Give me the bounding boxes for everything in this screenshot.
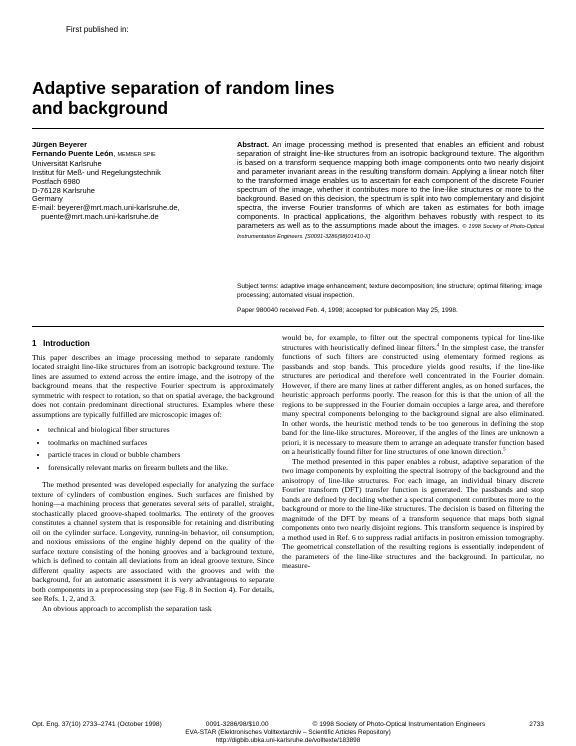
- author-name: Fernando Puente León, MEMBER SPIE: [32, 148, 156, 158]
- repository-url[interactable]: http://digbib.ubka.uni-karlsruhe.de/volltexte/183898: [215, 737, 361, 744]
- author-block: [32, 141, 232, 222]
- list-item: • particle traces in cloud or bubble chambers: [48, 450, 274, 460]
- subject-terms: Subject terms: adaptive image enhancement; texture decomposition; line structure; optimal filtering; image processing; automated visual inspection.: [237, 283, 543, 299]
- author-name: Jürgen Beyerer: [32, 140, 88, 149]
- title-line-2: and background: [32, 98, 169, 118]
- reference-marker: 4: [436, 342, 440, 348]
- affiliation-line: Universität Karlsruhe: [32, 158, 102, 168]
- email-line[interactable]: puente@mrt.mach.uni-karlsruhe.de: [41, 212, 159, 222]
- paragraph: The method presented was developed especially for analyzing the surface texture of cylinders of combustion engines. Such surfaces are finished by honing—a machining process that generates several sets of parallel, straight, stochastically placed groove-shaped toolmarks. The entirety of the grooves constitutes a channel system that is responsible for retaining and distributing oil on the cylinder surface. Longevity, running-in behavior, oil consumption, and noxious emissions of the engine highly depend on the quality of the surface texture consisting of the honing grooves and a background texture, which is defined to contain all deviations from an ideal groove texture. Since different quality aspects are associated with the grooves and with the background, for an automatic assessment it is very advantageous to separate both components in a preprocessing step (see Fig. 8 in Section 4). For details, see Refs. 1, 2, and 3.: [32, 480, 274, 603]
- section-heading: 1 Introduction: [32, 339, 90, 348]
- paragraph: An obvious approach to accomplish the separation task: [42, 603, 212, 613]
- received-note: Paper 980040 received Feb. 4, 1998; accepted for publication May 25, 1998.: [237, 307, 458, 314]
- list-item: • technical and biological fiber structures: [48, 425, 274, 435]
- paragraph: This paper describes an image processing method to separate randomly located straight line-like structures from an isotropic background texture. The lines are assumed to extend across the entire image, and the isotropy of the background means that the respective Fourier spectrum is approximately symmetric with respect to rotation, so that on spatial average, the background does not contain predominant directional structures. Examples where these assumptions are typically fulfilled are microscopic images of:: [32, 352, 274, 419]
- abstract-text: An image processing method is presented that enables an efficient and robust separation of straight line-like structures from an isotropic background texture. The algorithm is based on a transform sequence mapping both image components onto two nearly disjoint and parameter invariant areas in the resulting transform domain. Applying a linear notch filter to the transformed image enables us to ascertain for each component of the discrete Fourier spectrum of the image, whether it contributes more to the line-like structures or more to the background. Based on this decision, the spectrum is split into two complementary and disjoint spectra, the inverse Fourier transforms of which are taken as estimates for both image components. In practical applications, the algorithm behaves robustly with respect to its parameters as well as to the assumptions made about the images.: [237, 140, 544, 230]
- abstract: [237, 141, 544, 241]
- paragraph: The method presented in this paper enables a robust, adaptive separation of the two image components by exploiting the spectral isotropy of the background and the anisotropy of line-like structures. For each image, an individual binary discrete Fourier transform (DFT) transfer function is generated. The passbands and stop bands are defined by deciding whether a spectral component contributes more to the background or more to the line-like structures. The decision is based on filtering the magnitude of the DFT by means of a transform sequence that maps both signal components onto two nearly disjoint regions. This transform sequence is inspired by a method used in Ref. 6 to suppress radial artifacts in positron emission tomography. The geometrical constellation of the resulting regions is essentially independent of the parameters of the line-like structures and the background. In particular, no measure-: [282, 456, 544, 570]
- issn: 0091-3286/98/$10.00: [205, 721, 269, 728]
- affiliation-line: Institut für Meß- und Regelungstechnik: [32, 167, 161, 177]
- repository-name: EVA-STAR (Elektronisches Volltextarchiv – Scientific Articles Repository): [185, 729, 391, 736]
- bullet-list: [32, 425, 274, 472]
- abstract-label: Abstract.: [237, 140, 270, 149]
- list-item: • toolmarks on machined surfaces: [48, 438, 274, 448]
- reference-marker: 5: [503, 447, 506, 453]
- paper-title: [32, 78, 432, 118]
- affiliation-line: Postfach 6980: [32, 176, 80, 186]
- first-published-note: First published in:: [66, 25, 129, 34]
- title-divider: [32, 128, 544, 129]
- abstract-copyright: © 1998 Society of Photo-Optical Instrumentation Engineers. [S0091-3286(98)01410-X]: [237, 223, 544, 240]
- page-footer: [32, 721, 544, 745]
- email-line[interactable]: E-mail: beyerer@mrt.mach.uni-karlsruhe.de,: [32, 203, 180, 213]
- copyright: © 1998 Society of Photo-Optical Instrumentation Engineers: [312, 721, 486, 728]
- page-number: 2733: [529, 721, 544, 728]
- affiliation-line: Germany: [32, 194, 63, 204]
- affiliation-line: D-76128 Karlsruhe: [32, 185, 95, 195]
- list-item: • forensically relevant marks on firearm bullets and the like.: [48, 463, 274, 473]
- paragraph: would be, for example, to filter out the spectral components typical for line-like structures with heuristically defined linear filters.$^4$ In the simplest case, the transfer functions of such filters are constructed using elementary formed regions as passbands and stop bands. This procedure yields good results, if the line-like structures are periodical and therefore well concentrated in the Fourier domain. However, if there are many lines at rather different angles, as on honed surfaces, the heuristic approach performs poorly. The reason for this is that the union of all the regions to be suppressed in the Fourier domain occupies a large area, and therefore many spectral components belonging to the background signal are also eliminated. In other words, the heuristic method tends to be too generous in defining the stop band for the line-like structures. Moreover, if the angles of the lines are unknown a priori, it is necessary to measure them to arrange an adequate transfer function based on a heuristically found filter for line structures of one known direction.$^5$: [282, 333, 544, 456]
- section-divider: [32, 326, 544, 327]
- title-line-1: Adaptive separation of random lines: [32, 78, 335, 98]
- citation: Opt. Eng. 37(10) 2733–2741 (October 1998): [32, 721, 162, 728]
- right-column: [282, 333, 544, 571]
- left-column: [32, 339, 274, 613]
